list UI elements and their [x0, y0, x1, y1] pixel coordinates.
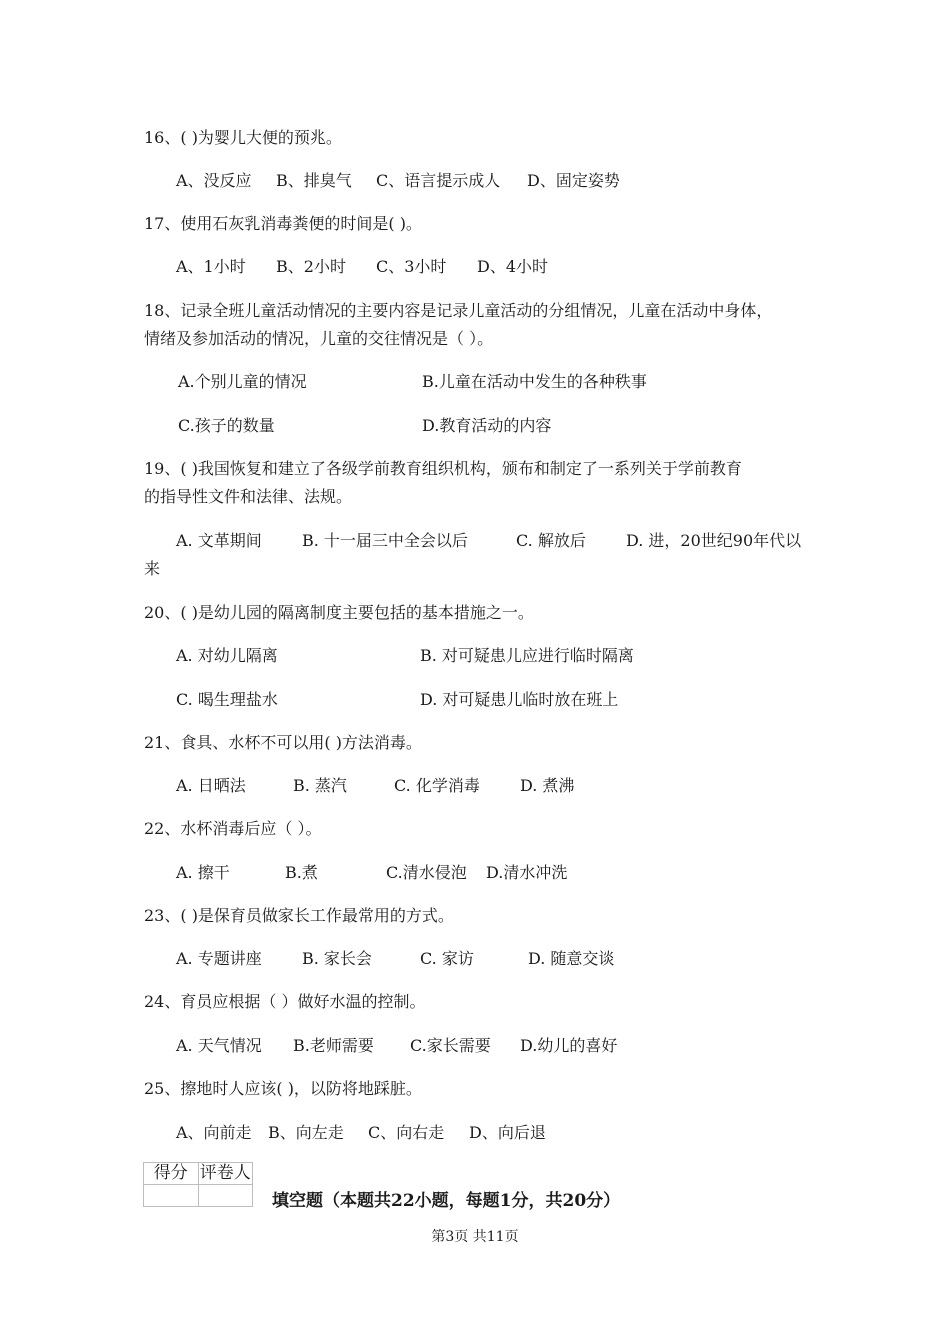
question-18-stem-line-2: 情绪及参加活动的情况，儿童的交往情况是（ ）。 [144, 329, 494, 348]
score-cell [144, 1185, 199, 1207]
q20-option-a: A. 对幼儿隔离 [176, 646, 278, 665]
q17-option-d: D、4小时 [477, 257, 549, 276]
q24-option-d: D.幼儿的喜好 [520, 1036, 618, 1055]
q25-option-a: A、向前走 [176, 1123, 252, 1142]
q16-option-c: C、语言提示成人 [376, 171, 501, 190]
q21-option-b: B. 蒸汽 [293, 776, 347, 795]
q24-option-a: A. 天气情况 [176, 1036, 262, 1055]
reviewer-cell [198, 1185, 253, 1207]
question-25-stem: 25、擦地时人应该( )，以防将地踩脏。 [144, 1079, 422, 1098]
q18-option-c: C.孩子的数量 [178, 416, 275, 435]
score-label: 得分 [144, 1163, 199, 1185]
q23-option-b: B. 家长会 [302, 949, 372, 968]
q19-option-a: A. 文革期间 [176, 531, 262, 550]
q22-option-d: D.清水冲洗 [486, 863, 568, 882]
q18-option-b: B.儿童在活动中发生的各种秩事 [422, 372, 647, 391]
q25-option-c: C、向右走 [368, 1123, 445, 1142]
question-16-stem: 16、( )为婴儿大便的预兆。 [144, 128, 342, 147]
question-23-stem: 23、( )是保育员做家长工作最常用的方式。 [144, 906, 454, 925]
q24-option-c: C.家长需要 [410, 1036, 491, 1055]
q20-option-c: C. 喝生理盐水 [176, 690, 278, 709]
q17-option-a: A、1小时 [176, 257, 246, 276]
q25-option-b: B、向左走 [268, 1123, 344, 1142]
q21-option-a: A. 日晒法 [176, 776, 246, 795]
q25-option-d: D、向后退 [469, 1123, 546, 1142]
q24-option-b: B.老师需要 [293, 1036, 374, 1055]
q21-option-c: C. 化学消毒 [394, 776, 480, 795]
q23-option-a: A. 专题讲座 [176, 949, 262, 968]
q19-option-b: B. 十一届三中全会以后 [302, 531, 468, 550]
question-19-stem-line-2: 的指导性文件和法律、法规。 [144, 487, 353, 506]
section-title: 填空题（本题共22小题，每题1分，共20分） [272, 1191, 621, 1211]
q19-option-c: C. 解放后 [516, 531, 586, 550]
q19-option-d: D. 进，20世纪90年代以 [626, 531, 802, 550]
question-20-stem: 20、( )是幼儿园的隔离制度主要包括的基本措施之一。 [144, 603, 534, 622]
q22-option-a: A. 擦干 [176, 863, 230, 882]
question-22-stem: 22、水杯消毒后应（ ）。 [144, 819, 322, 838]
q18-option-a: A.个别儿童的情况 [178, 372, 307, 391]
q21-option-d: D. 煮沸 [520, 776, 575, 795]
question-21-stem: 21、食具、水杯不可以用( )方法消毒。 [144, 733, 422, 752]
q18-option-d: D.教育活动的内容 [422, 416, 552, 435]
page-footer: 第3页 共11页 [431, 1229, 519, 1245]
question-18-stem-line-1: 18、记录全班儿童活动情况的主要内容是记录儿童活动的分组情况，儿童在活动中身体， [144, 301, 773, 320]
question-19-stem-line-1: 19、( )我国恢复和建立了各级学前教育组织机构，颁布和制定了一系列关于学前教育 [144, 459, 742, 478]
q16-option-d: D、固定姿势 [527, 171, 620, 190]
q20-option-d: D. 对可疑患儿临时放在班上 [420, 690, 619, 709]
q17-option-b: B、2小时 [276, 257, 346, 276]
q23-option-d: D. 随意交谈 [528, 949, 615, 968]
q16-option-b: B、排臭气 [276, 171, 352, 190]
score-table [143, 1162, 253, 1207]
q16-option-a: A、没反应 [176, 171, 252, 190]
q23-option-c: C. 家访 [420, 949, 474, 968]
q17-option-c: C、3小时 [376, 257, 447, 276]
q22-option-c: C.清水侵泡 [386, 863, 467, 882]
reviewer-label: 评卷人 [199, 1163, 251, 1183]
q22-option-b: B.煮 [285, 863, 318, 882]
question-17-stem: 17、使用石灰乳消毒粪便的时间是( )。 [144, 214, 422, 233]
q19-option-d-wrap: 来 [144, 559, 161, 578]
question-24-stem: 24、育员应根据（ ）做好水温的控制。 [144, 992, 426, 1011]
q20-option-b: B. 对可疑患儿应进行临时隔离 [420, 646, 634, 665]
